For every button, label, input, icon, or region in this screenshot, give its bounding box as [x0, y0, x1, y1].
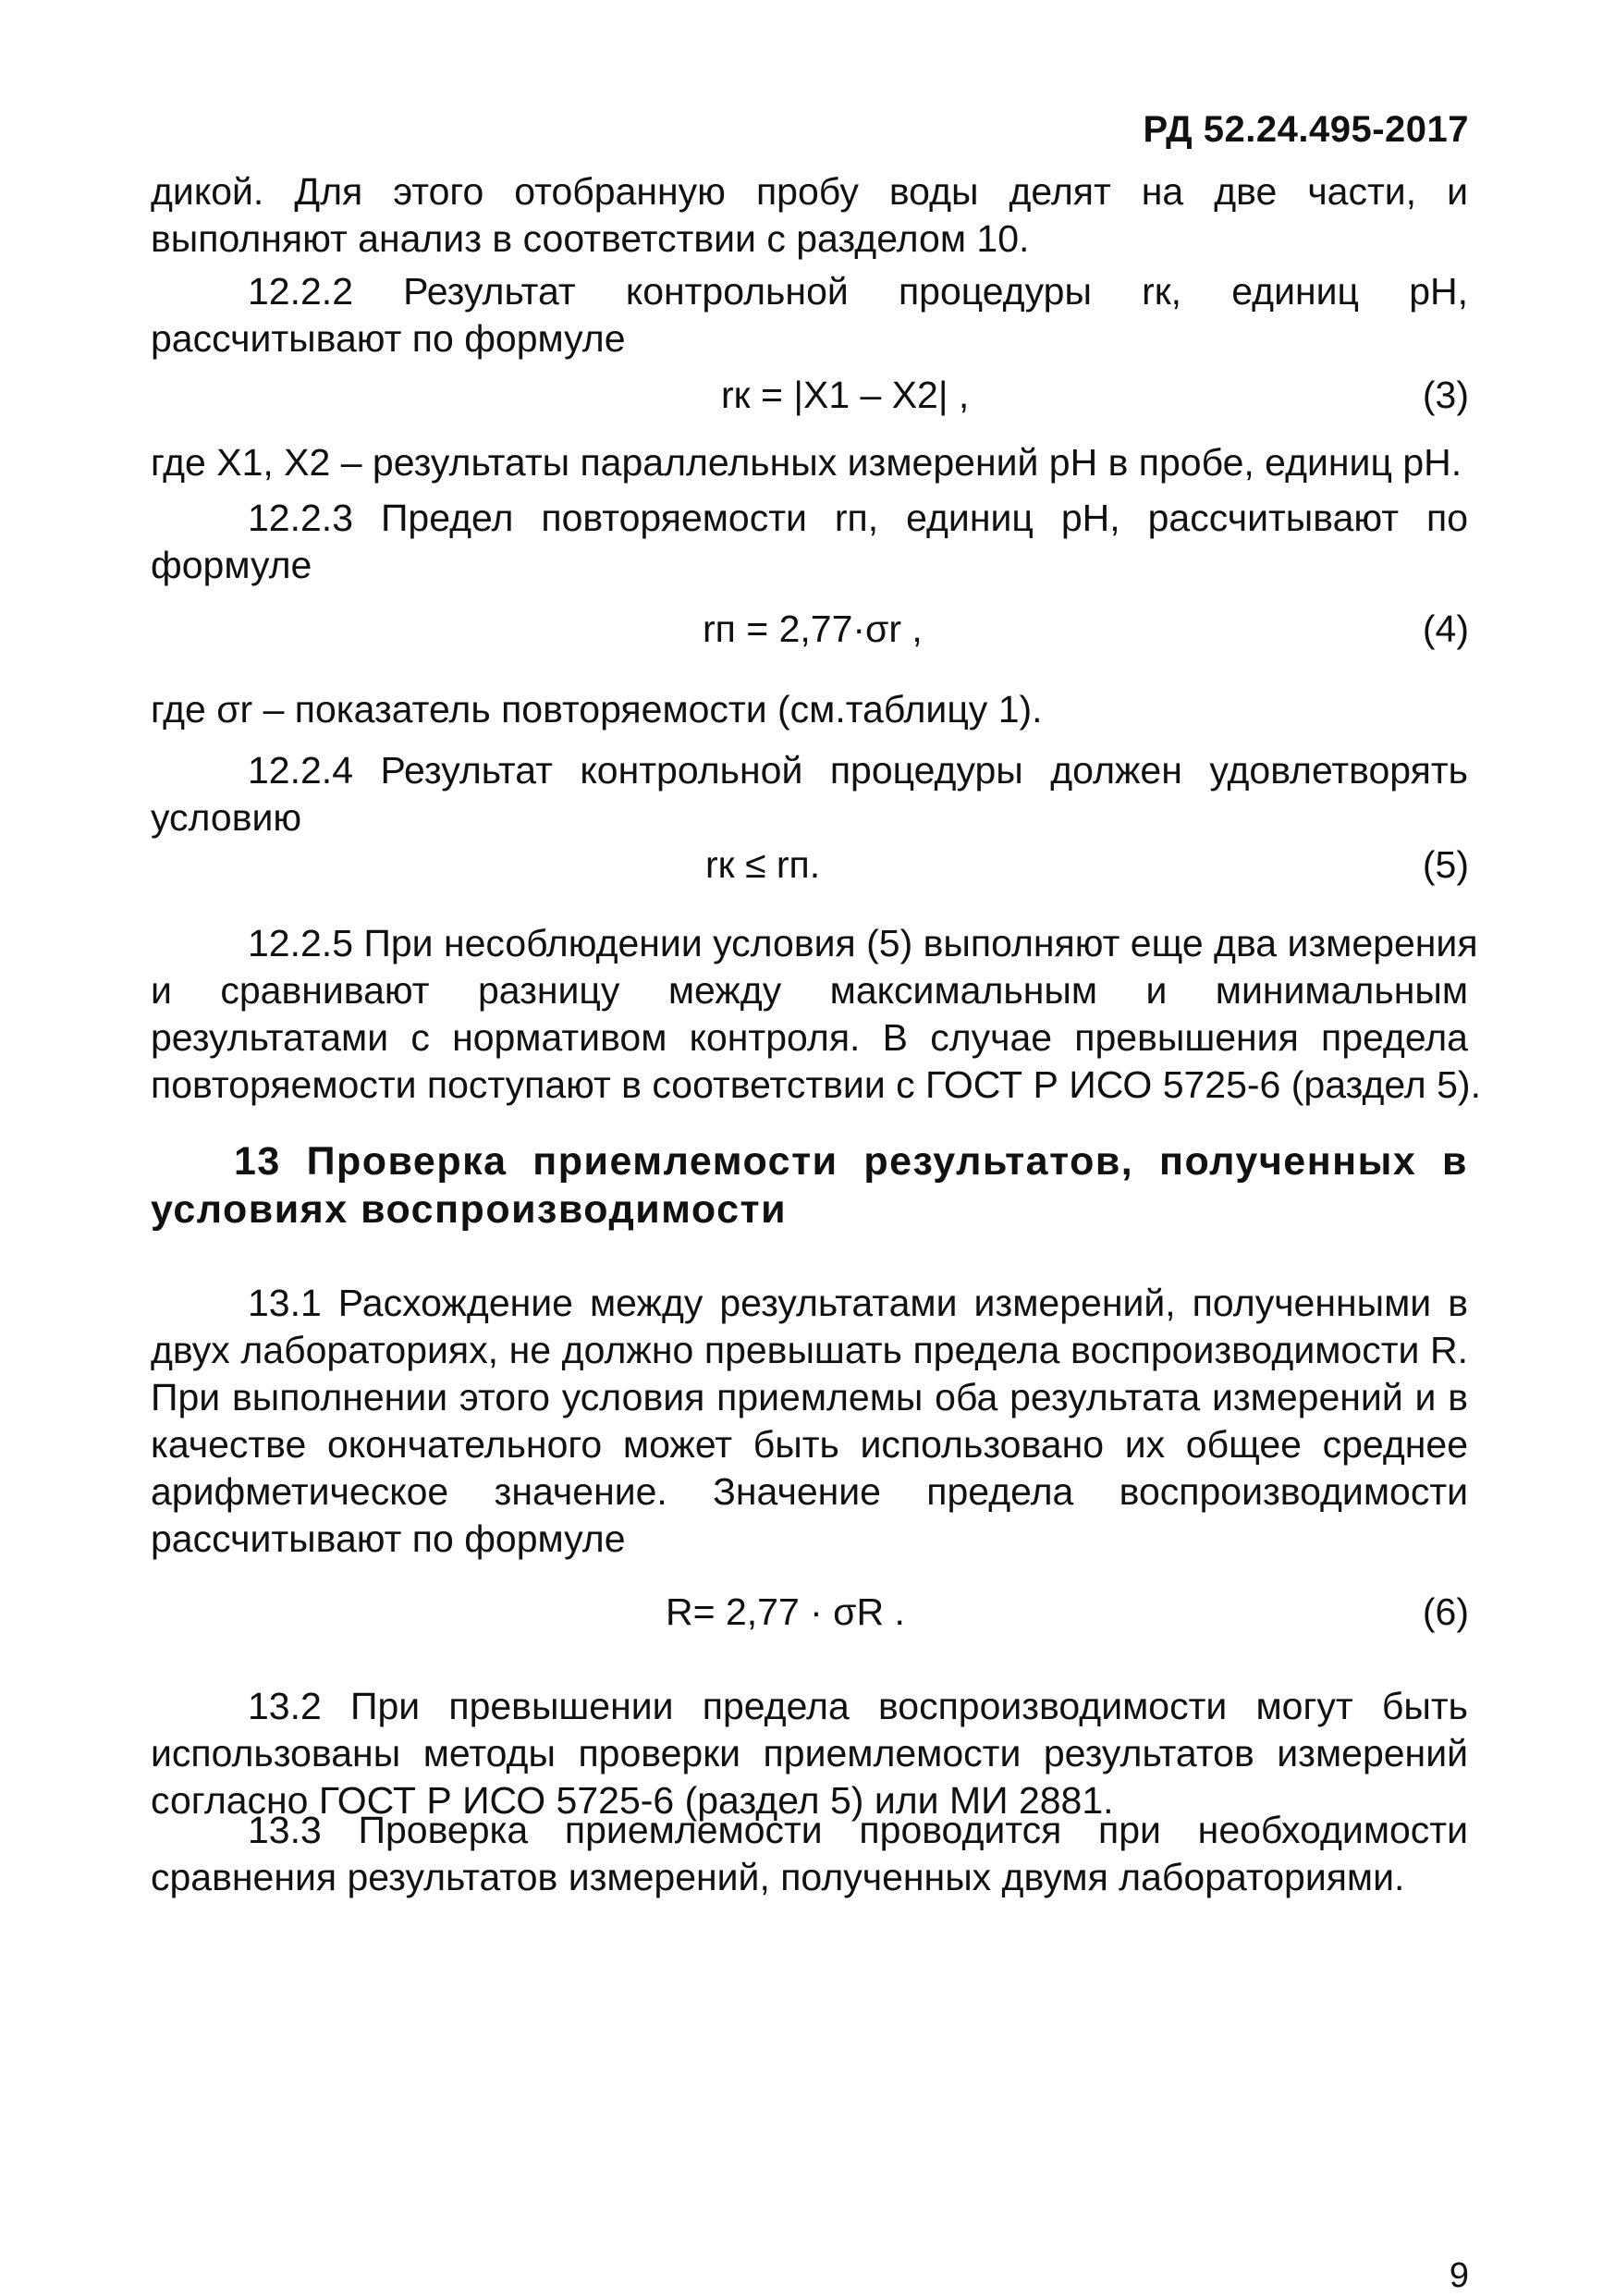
text-line: где σr – показатель повторяемости (см.таблицу 1). — [151, 688, 1043, 731]
heading-line: условиях воспроизводимости — [151, 1187, 788, 1232]
text-line: качестве окончательного может быть использовано их общее среднее — [151, 1423, 1468, 1466]
text-line: 13.1 Расхождение между результатами измерений, полученными в — [248, 1282, 1468, 1324]
heading-line: 13 Проверка приемлемости результатов, полученных в — [234, 1139, 1468, 1184]
paragraph-13-1 — [151, 1280, 1468, 1563]
text-line: согласно ГОСТ Р ИСО 5725-6 (раздел 5) или МИ 2881. — [151, 1779, 1114, 1822]
text-line: арифметическое значение. Значение предела воспроизводимости — [151, 1470, 1468, 1513]
document-code: РД 52.24.495-2017 — [1143, 109, 1469, 150]
text-line: 13.2 При превышении предела воспроизводимости могут быть — [248, 1685, 1468, 1727]
text-line: условию — [151, 796, 302, 839]
paragraph-12-2-2 — [151, 268, 1468, 362]
text-line: дикой. Для этого отобранную пробу воды делят на две части, и — [151, 170, 1468, 213]
text-line: выполняют анализ в соответствии с разделом 10. — [151, 217, 1030, 260]
formula-3: rк = |X1 – X2| , — [721, 374, 970, 416]
text-line: где X1, X2 – результаты параллельных измерений pH в пробе, единиц pH. — [151, 441, 1462, 484]
text-line: двух лабораториях, не должно превышать предела воспроизводимости R. — [151, 1329, 1468, 1371]
page-number: 9 — [1449, 2256, 1469, 2295]
section-heading-13 — [151, 1137, 1468, 1234]
paragraph-13-2 — [151, 1683, 1468, 1824]
formula-4: rп = 2,77·σr , — [703, 608, 923, 650]
text-line: 12.2.5 При несоблюдении условия (5) выполняют еще два измерения — [248, 922, 1478, 964]
text-line: При выполнении этого условия приемлемы оба результата измерений и в — [151, 1376, 1468, 1418]
formula-6: R= 2,77 · σR . — [666, 1590, 905, 1633]
where-clause-4 — [151, 686, 1468, 733]
text-line: использованы методы проверки приемлемости результатов измерений — [151, 1732, 1468, 1774]
text-line: рассчитывают по формуле — [151, 1517, 626, 1560]
formula-6-number: (6) — [1422, 1590, 1469, 1633]
paragraph-12-2-3 — [151, 495, 1468, 589]
text-line: формуле — [151, 544, 312, 586]
text-line: результатами с нормативом контроля. В случае превышения предела — [151, 1016, 1468, 1059]
text-line: 12.2.3 Предел повторяемости rп, единиц pH, рассчитывают по — [248, 497, 1468, 539]
text-line: рассчитывают по формуле — [151, 317, 626, 360]
formula-5-number: (5) — [1422, 843, 1469, 886]
paragraph-intro — [151, 168, 1468, 263]
text-line: 13.3 Проверка приемлемости проводится при необходимости — [248, 1809, 1468, 1851]
formula-4-number: (4) — [1422, 608, 1469, 650]
paragraph-13-3 — [151, 1807, 1468, 1901]
text-line: повторяемости поступают в соответствии с ГОСТ Р ИСО 5725-6 (раздел 5). — [151, 1063, 1481, 1106]
formula-3-number: (3) — [1422, 374, 1469, 416]
text-line: сравнения результатов измерений, полученных двумя лабораториями. — [151, 1856, 1405, 1898]
text-line: 12.2.4 Результат контрольной процедуры должен удовлетворять — [248, 749, 1468, 792]
paragraph-12-2-5 — [151, 920, 1481, 1109]
text-line: и сравнивают разницу между максимальным и минимальным — [151, 969, 1468, 1012]
text-line: 12.2.2 Результат контрольной процедуры rк, единиц pH, — [248, 270, 1468, 313]
where-clause-3 — [151, 439, 1468, 486]
paragraph-12-2-4 — [151, 747, 1468, 841]
formula-5: rк ≤ rп. — [705, 843, 821, 886]
